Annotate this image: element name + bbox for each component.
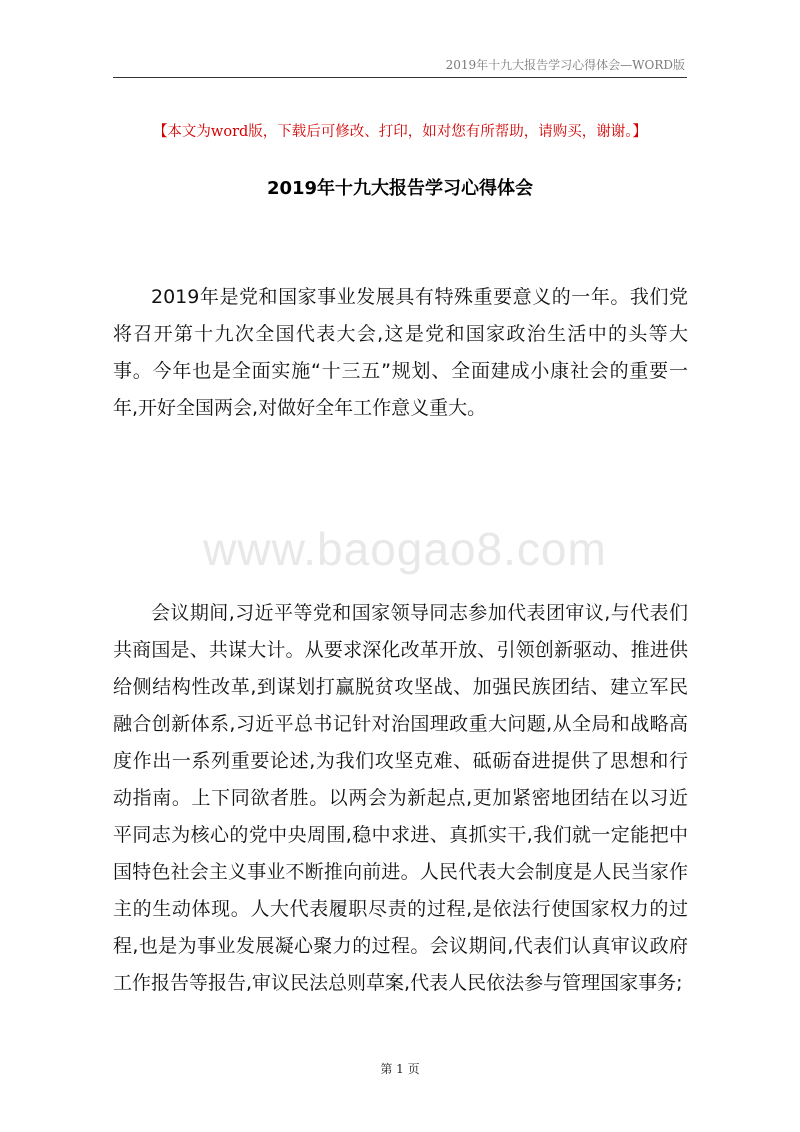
body-paragraph-2: 会议期间,习近平等党和国家领导同志参加代表团审议,与代表们共商国是、共谋大计。从要求深化改革开放、引领创新驱动、推进供给侧结构性改革,到谋划打赢脱贫攻坚战、加强民族团结、建立军民融合创新体系,习近平总书记针对治国理政重大问题,从全局和战略高度作出一系列重要论述,为我们攻坚克难、砥砺奋进提供了思想和行动指南。上下同欲者胜。以两会为新起点,更加紧密地团结在以习近平同志为核心的党中央周围,稳中求进、真抓实干,我们就一定能把中国特色社会主义事业不断推向前进。人民代表大会制度是人民当家作主的生动体现。人大代表履职尽责的过程,是依法行使国家权力的过程,也是为事业发展凝心聚力的过程。会议期间,代表们认真审议政府工作报告等报告,审议民法总则草案,代表人民依法参与管理国家事务; [113,602,688,994]
header-divider [113,77,687,78]
document-title: 2019年十九大报告学习心得体会 [266,178,534,199]
running-header: 2019年十九大报告学习心得体会—WORD版 [445,58,685,72]
watermark: www.baogao8.com [203,523,607,575]
download-notice: 【本文为word版，下载后可修改、打印，如对您有所帮助，请购买，谢谢。】 [152,124,648,140]
body-paragraph-1: 2019年是党和国家事业发展具有特殊重要意义的一年。我们党将召开第十九次全国代表大会,这是党和国家政治生活中的头等大事。今年也是全面实施“十三五”规划、全面建成小康社会的重要一年,开好全国两会,对做好全年工作意义重大。 [113,286,688,419]
page-number: 第 1 页 [380,1062,420,1076]
